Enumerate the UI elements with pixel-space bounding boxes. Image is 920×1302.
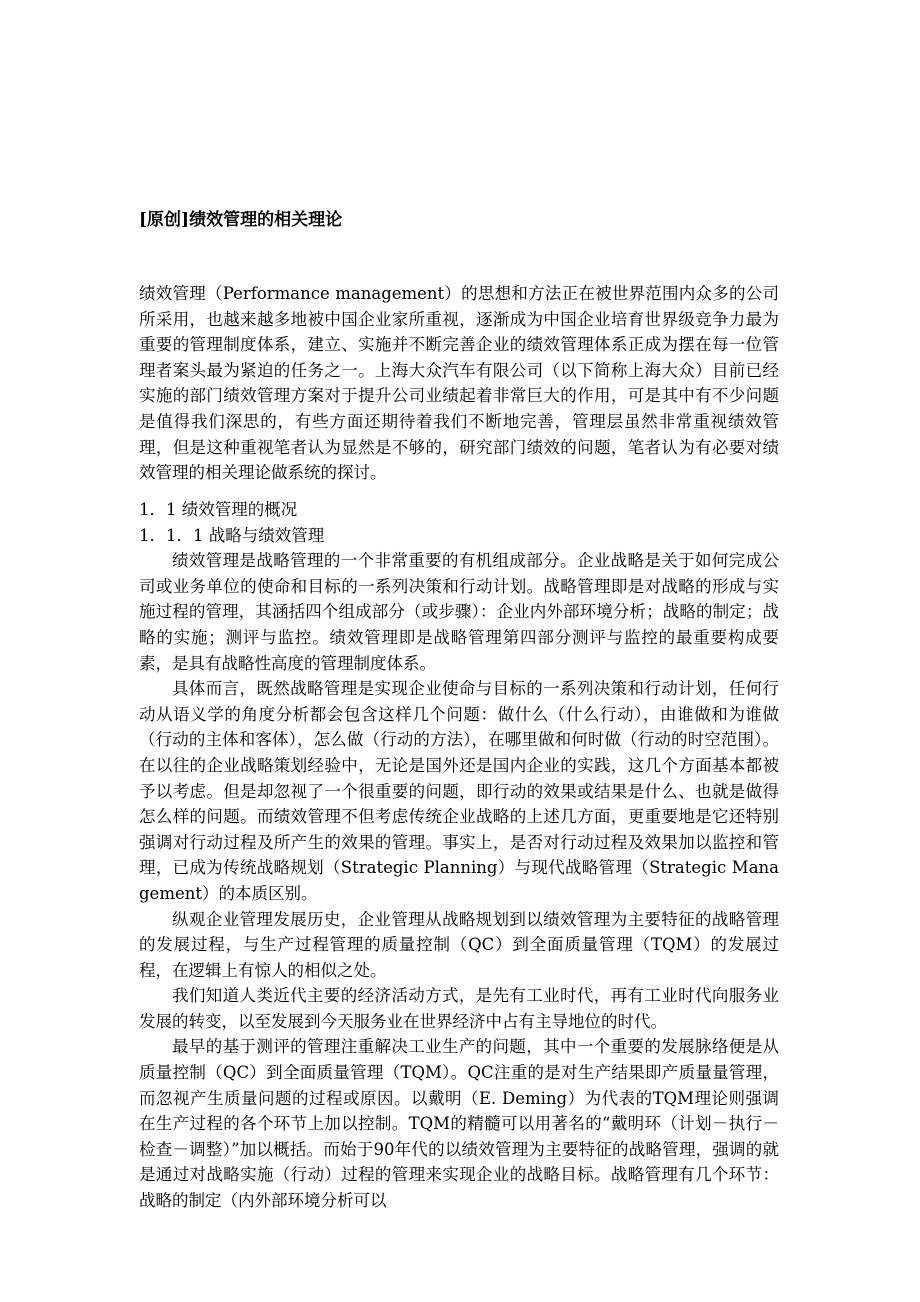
intro-paragraph: 绩效管理（Performance management）的思想和方法正在被世界范围内众多的公司所采用，也越来越多地被中国企业家所重视，逐渐成为中国企业培育世界级竞争力最为重要的管理制度体系，建立、实施并不断完善企业的绩效管理体系正成为摆在每一位管理者案头最为紧迫的任务之一。上海大众汽车有限公司（以下简称上海大众）目前已经实施的部门绩效管理方案对于提升公司业绩起着非常巨大的作用，可是其中有不少问题是值得我们深思的，有些方面还期待着我们不断地完善，管理层虽然非常重视绩效管理，但是这种重视笔者认为显然是不够的，研究部门绩效的问题，笔者认为有必要对绩效管理的相关理论做系统的探讨。	[139, 284, 779, 483]
body-paragraph: 纵观企业管理发展历史，企业管理从战略规划到以绩效管理为主要特征的战略管理的发展过程，与生产过程管理的质量控制（QC）到全面质量管理（TQM）的发展过程，在逻辑上有惊人的相似之处。	[139, 909, 779, 980]
body-paragraph: 绩效管理是战略管理的一个非常重要的有机组成部分。企业战略是关于如何完成公司或业务单位的使命和目标的一系列决策和行动计划。战略管理即是对战略的形成与实施过程的管理，其涵括四个组成部分（或步骤）：企业内外部环境分析；战略的制定；战略的实施；测评与监控。绩效管理即是战略管理第四部分测评与监控的最重要构成要素，是具有战略性高度的管理制度体系。	[139, 551, 779, 673]
body-paragraph: 具体而言，既然战略管理是实现企业使命与目标的一系列决策和行动计划，任何行动从语义学的角度分析都会包含这样几个问题：做什么（什么行动），由谁做和为谁做（行动的主体和客体），怎么做（行动的方法），在哪里做和何时做（行动的时空范围）。在以往的企业战略策划经验中，无论是国外还是国内企业的实践，这几个方面基本都被予以考虑。但是却忽视了一个很重要的问题，即行动的效果或结果是什么、也就是做得怎么样的问题。而绩效管理不但考虑传统企业战略的上述几方面，更重要地是它还特别强调对行动过程及所产生的效果的管理。事实上，是否对行动过程及效果加以监控和管理，已成为传统战略规划（Strategic Planning）与现代战略管理（Strategic Management）的本质区别。	[139, 679, 779, 903]
document-title: [原创]绩效管理的相关理论	[139, 210, 343, 230]
section-heading: 1．1 绩效管理的概况	[139, 500, 298, 519]
main-content	[139, 497, 779, 1214]
subsection-heading: 1．1．1 战略与绩效管理	[139, 525, 325, 545]
body-paragraph: 我们知道人类近代主要的经济活动方式，是先有工业时代，再有工业时代向服务业发展的转变，以至发展到今天服务业在世界经济中占有主导地位的时代。	[139, 986, 779, 1031]
body-paragraph: 最早的基于测评的管理注重解决工业生产的问题，其中一个重要的发展脉络便是从质量控制（QC）到全面质量管理（TQM）。QC注重的是对生产结果即产质量量管理，而忽视产生质量问题的过程或原因。以戴明（E. Deming）为代表的TQM理论则强调在生产过程的各个环节上加以控制。TQM的精髓可以用著名的“戴明环（计划－执行－检查－调整）”加以概括。而始于90年代的以绩效管理为主要特征的战略管理，强调的就是通过对战略实施（行动）过程的管理来实现企业的战略目标。战略管理有几个环节：战略的制定（内外部环境分析可以	[139, 1037, 779, 1211]
